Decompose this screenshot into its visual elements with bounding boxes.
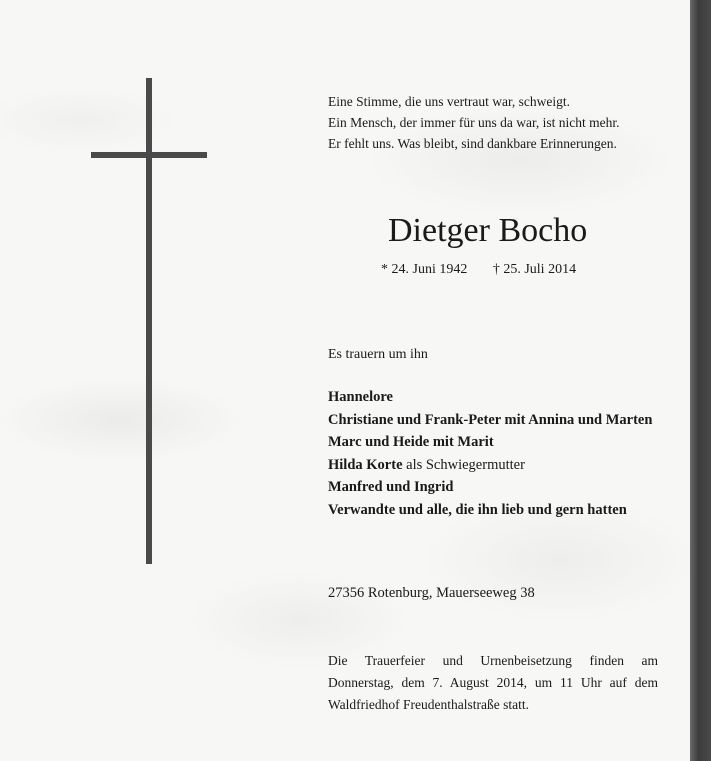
mourner-line bbox=[328, 476, 652, 499]
mourner-line bbox=[328, 386, 652, 409]
mourners-list bbox=[328, 386, 652, 521]
mourner-name: Marc und Heide mit Marit bbox=[328, 434, 494, 450]
mourner-line bbox=[328, 499, 652, 522]
life-dates bbox=[381, 260, 576, 280]
deceased-name: Dietger Bocho bbox=[388, 212, 588, 249]
mourner-name: Verwandte und alle, die ihn lieb und gern hatten bbox=[328, 501, 627, 518]
scan-edge bbox=[690, 0, 711, 761]
cross-symbol-horizontal bbox=[91, 152, 207, 158]
funeral-line: Die Trauerfeier und Urnenbeisetzung finden am bbox=[328, 653, 658, 668]
mourner-name: Manfred und Ingrid bbox=[328, 479, 454, 495]
verse-line: Eine Stimme, die uns vertraut war, schweigt. bbox=[328, 94, 571, 109]
memorial-verse bbox=[328, 91, 620, 154]
mourner-name: Hilda Korte bbox=[328, 456, 403, 473]
mourner-line bbox=[328, 409, 652, 432]
funeral-line: Waldfriedhof Freudenthalstraße statt. bbox=[328, 697, 529, 712]
funeral-line: Donnerstag, dem 7. August 2014, um 11 Uhr auf dem bbox=[328, 675, 658, 690]
cross-symbol-vertical bbox=[146, 78, 152, 564]
verse-line: Er fehlt uns. Was bleibt, sind dankbare Erinnerungen. bbox=[328, 136, 617, 151]
mourner-relation: als Schwiegermutter bbox=[402, 456, 525, 473]
verse-line: Ein Mensch, der immer für uns da war, ist nicht mehr. bbox=[328, 115, 620, 130]
mourner-name: Christiane und Frank-Peter mit Annina und Marten bbox=[328, 411, 653, 428]
death-date: † 25. Juli 2014 bbox=[492, 262, 577, 277]
mourner-name: Hannelore bbox=[328, 389, 393, 405]
birth-date: * 24. Juni 1942 bbox=[381, 262, 468, 277]
mourner-line bbox=[328, 454, 652, 477]
family-address: 27356 Rotenburg, Mauerseeweg 38 bbox=[328, 585, 535, 601]
funeral-notice bbox=[328, 650, 658, 716]
mourner-line bbox=[328, 431, 652, 454]
mourners-intro: Es trauern um ihn bbox=[328, 347, 428, 362]
